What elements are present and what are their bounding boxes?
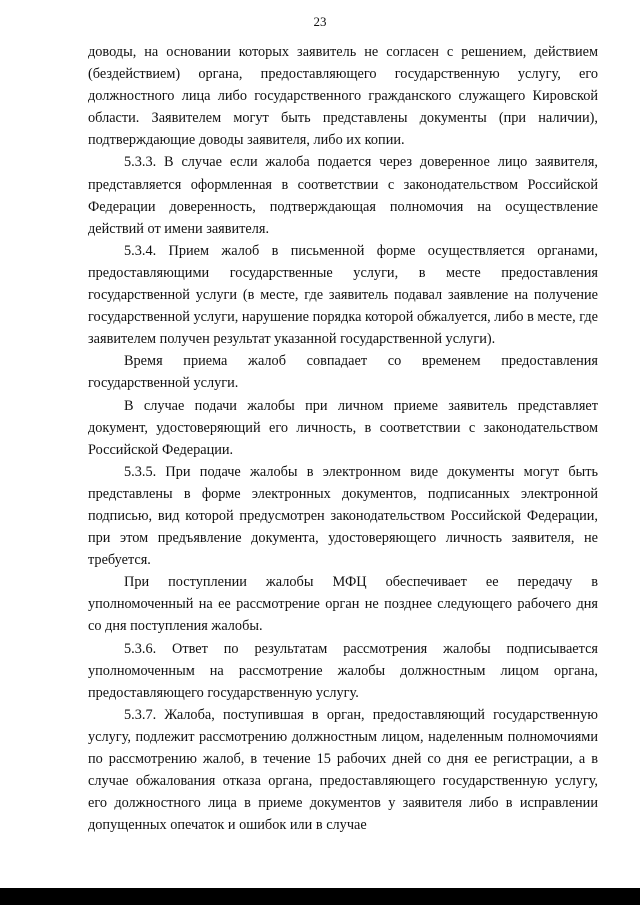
paragraph-5-3-6: 5.3.6. Ответ по результатам рассмотрения жалобы подписывается уполномоченным на рассмотрение жалобы должностным лицом органа, предоставляющего государственную услугу. [88,640,598,701]
paragraph-continuation: доводы, на основании которых заявитель не согласен с решением, действием (бездействием) органа, предоставляющего государственную услугу, его должностного лица либо государственного гражданского служащего Кировской области. Заявителем могут быть представлены документы (при наличии), подтверждающие доводы заявителя, либо их копии. [88,44,598,149]
paragraph-5-3-5: 5.3.5. При подаче жалобы в электронном виде документы могут быть представлены в форме электронных документов, подписанных электронной подписью, вид которой предусмотрен законодательством Российской Федерации, при этом предъявление документа, удостоверяющего личность заявителя, не требуется. [88,463,598,569]
page-number: 23 [313,14,327,29]
paragraph-personal-reception: В случае подачи жалобы при личном приеме заявитель представляет документ, удостоверяющий его личность, в соответствии с законодательством Российской Федерации. [88,397,598,458]
scan-edge-bar [0,888,640,905]
paragraph-reception-time: Время приема жалоб совпадает со временем предоставления государственной услуги. [88,353,598,392]
paragraph-5-3-4: 5.3.4. Прием жалоб в письменной форме осуществляется органами, предоставляющими государственные услуги, в месте предоставления государственной услуги (в месте, где заявитель подавал заявление на получение государственной услуги, нарушение порядка которой обжалуется, либо в месте, где заявителем получен результат указанной государственной услуги). [88,242,599,348]
paragraph-mfc-transfer: При поступлении жалобы МФЦ обеспечивает ее передачу в уполномоченный на ее рассмотрение орган не позднее следующего рабочего дня со дня поступления жалобы. [88,574,598,635]
document-body [88,41,598,836]
paragraph-5-3-3: 5.3.3. В случае если жалоба подается через доверенное лицо заявителя, представляется оформленная в соответствии с законодательством Российской Федерации доверенность, подтверждающая полномочия на осуществление действий от имени заявителя. [88,154,598,237]
paragraph-5-3-7: 5.3.7. Жалоба, поступившая в орган, предоставляющий государственную услугу, подлежит рассмотрению должностным лицом, наделенным полномочиями по рассмотрению жалоб, в течение 15 рабочих дней со дня ее регистрации, а в случае обжалования отказа органа, предоставляющего государственную услугу, его должностного лица в приеме документов у заявителя либо в исправлении допущенных опечаток и ошибок или в случае [88,706,598,834]
